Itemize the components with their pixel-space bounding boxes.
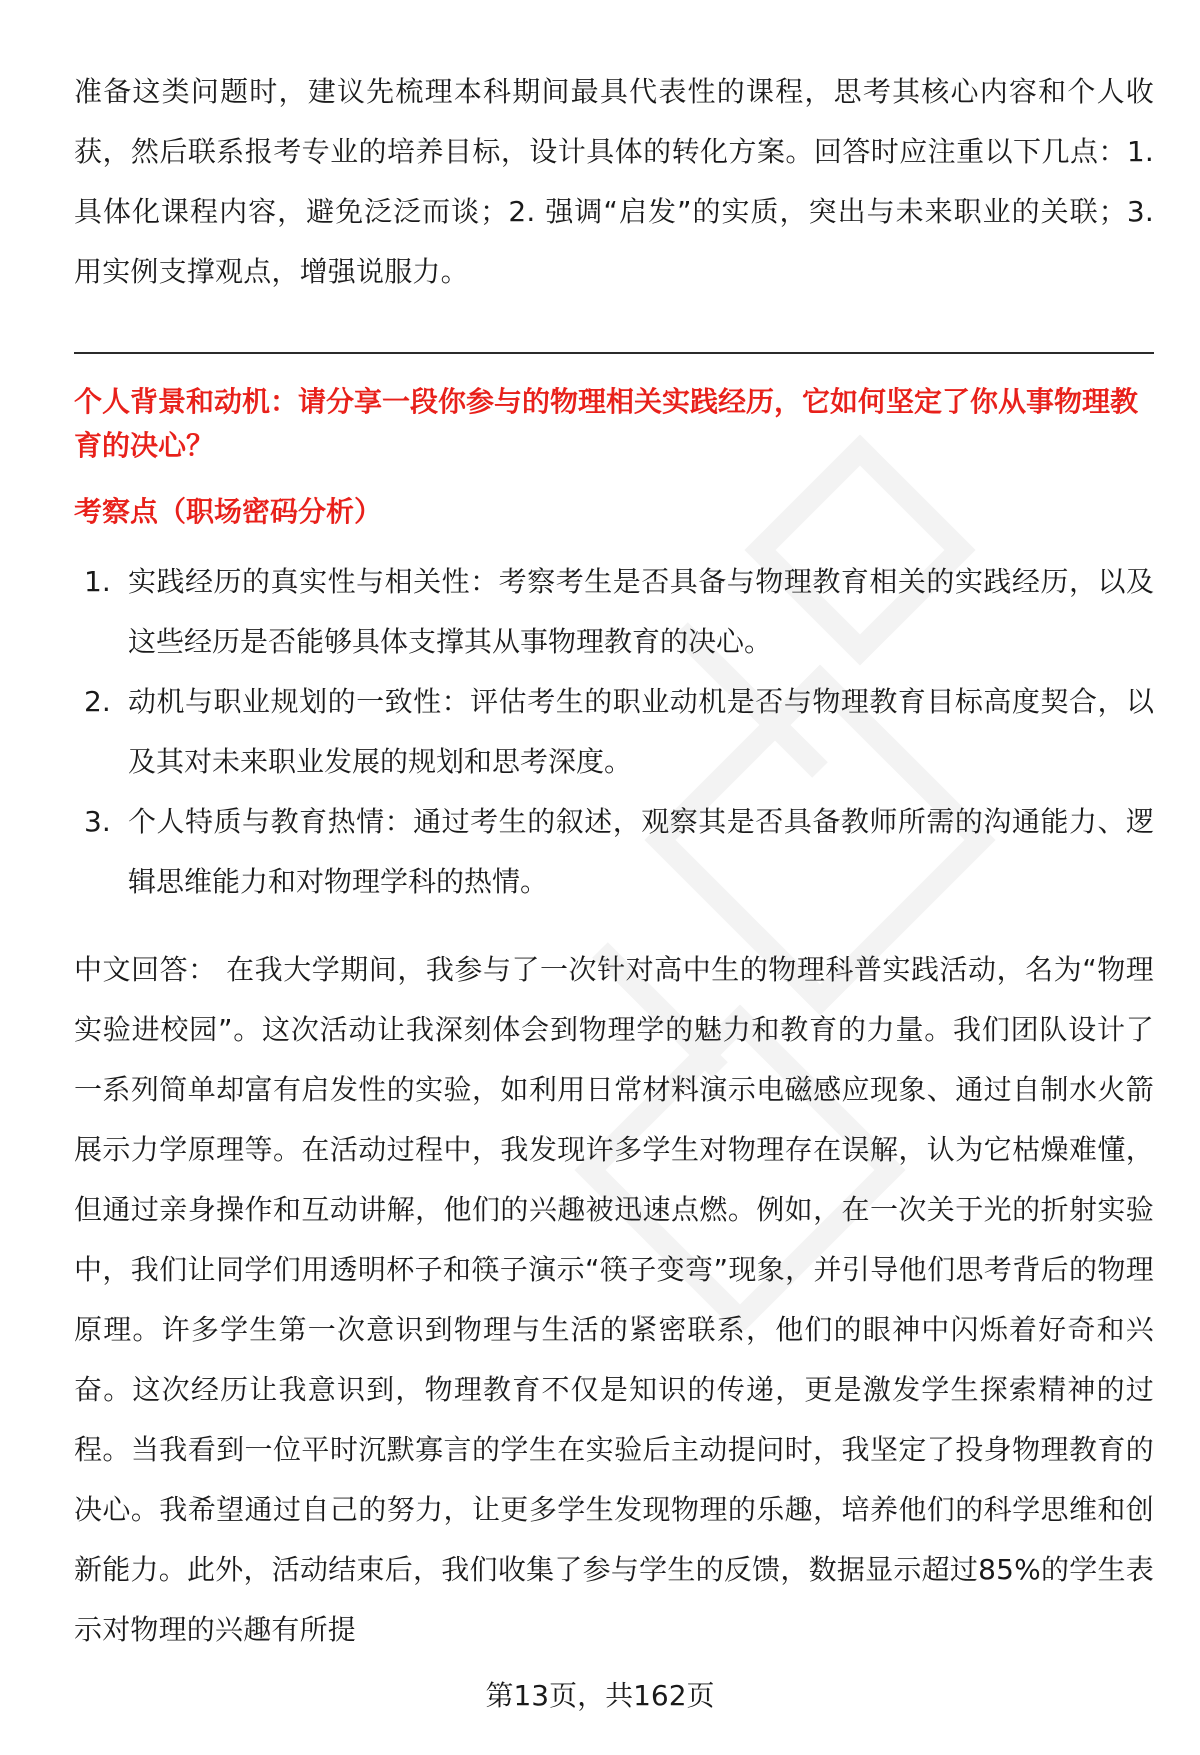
- answer-paragraph: [74, 940, 1154, 1660]
- answer-label: 中文回答：: [74, 953, 217, 986]
- point-text: 实践经历的真实性与相关性：考察考生是否具备与物理教育相关的实践经历，以及这些经历是否能够具体支撑其从事物理教育的决心。: [128, 565, 1154, 658]
- analysis-point: [74, 552, 1154, 672]
- section-divider: [74, 352, 1154, 354]
- analysis-point: [74, 792, 1154, 912]
- point-text: 动机与职业规划的一致性：评估考生的职业动机是否与物理教育目标高度契合，以及其对未来职业发展的规划和思考深度。: [128, 685, 1154, 778]
- question-heading: 个人背景和动机：请分享一段你参与的物理相关实践经历，它如何坚定了你从事物理教育的决心？: [74, 385, 1139, 462]
- page-number-footer: 第13页，共162页: [485, 1679, 715, 1712]
- analysis-points-list: [74, 552, 1154, 912]
- analysis-title: 考察点（职场密码分析）: [74, 495, 383, 528]
- point-text: 个人特质与教育热情：通过考生的叙述，观察其是否具备教师所需的沟通能力、逻辑思维能力和对物理学科的热情。: [128, 805, 1154, 898]
- document-page: [74, 62, 1154, 1660]
- intro-paragraph: 准备这类问题时，建议先梳理本科期间最具代表性的课程，思考其核心内容和个人收获，然后联系报考专业的培养目标，设计具体的转化方案。回答时应注重以下几点：1. 具体化课程内容，避免泛泛而谈；2. 强调“启发”的实质，突出与未来职业的关联；3. 用实例支撑观点，增强说服力。: [74, 75, 1154, 288]
- point-number: 3.: [84, 805, 111, 838]
- answer-text: 在我大学期间，我参与了一次针对高中生的物理科普实践活动，名为“物理实验进校园”。这次活动让我深刻体会到物理学的魅力和教育的力量。我们团队设计了一系列简单却富有启发性的实验，如利用日常材料演示电磁感应现象、通过自制水火箭展示力学原理等。在活动过程中，我发现许多学生对物理存在误解，认为它枯燥难懂，但通过亲身操作和互动讲解，他们的兴趣被迅速点燃。例如，在一次关于光的折射实验中，我们让同学们用透明杯子和筷子演示“筷子变弯”现象，并引导他们思考背后的物理原理。许多学生第一次意识到物理与生活的紧密联系，他们的眼神中闪烁着好奇和兴奋。这次经历让我意识到，物理教育不仅是知识的传递，更是激发学生探索精神的过程。当我看到一位平时沉默寡言的学生在实验后主动提问时，我坚定了投身物理教育的决心。我希望通过自己的努力，让更多学生发现物理的乐趣，培养他们的科学思维和创新能力。此外，活动结束后，我们收集了参与学生的反馈，数据显示超过85%的学生表示对物理的兴趣有所提: [74, 953, 1154, 1646]
- point-number: 2.: [84, 685, 111, 718]
- point-number: 1.: [84, 565, 111, 598]
- analysis-point: [74, 672, 1154, 792]
